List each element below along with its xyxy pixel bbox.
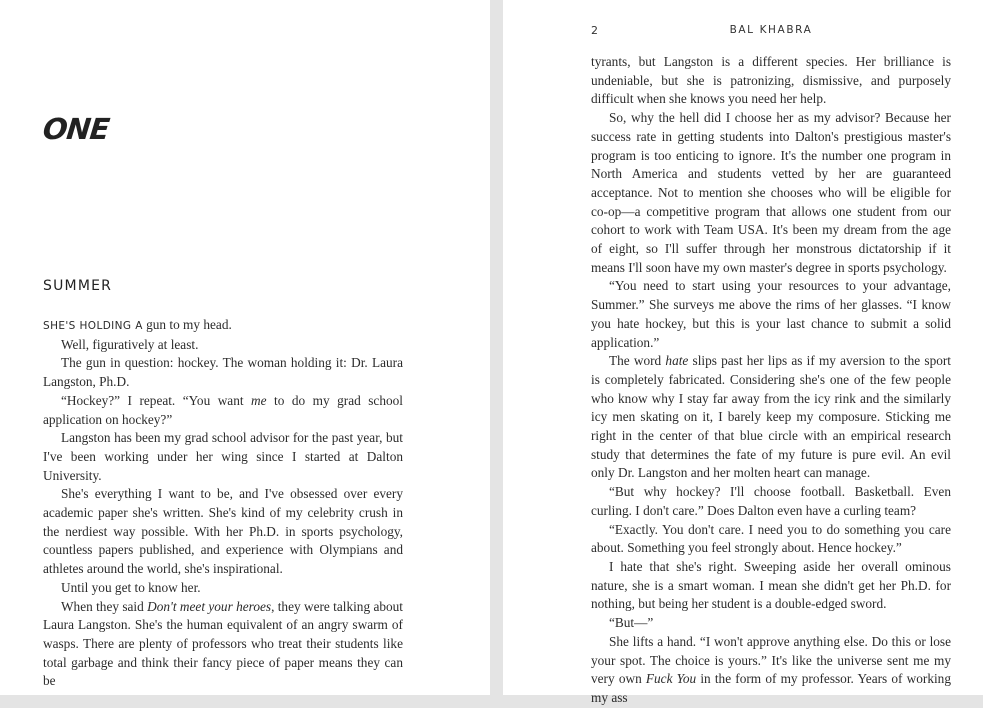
paragraph: So, why the hell did I choose her as my advisor? Because her success rate in getting students into Dalton's prestigious master's program is too enticing to ignore. It's the number one program in North America and students vetted by her are guaranteed acceptance. Not to mention she chooses who will be eligible for co-op—a competitive program that allows one student from our cohort to work with Team USA. It's been my dream from the age of eight, so I'll suffer through her monstrous dictatorship if it means I'll soon have my own master's degree in sports psychology. — [591, 110, 951, 275]
paragraph: Until you get to know her. — [61, 579, 201, 595]
paragraph — [43, 598, 403, 692]
paragraph-text: When they said — [61, 598, 148, 614]
paragraph — [591, 633, 951, 708]
emphasis: me — [251, 392, 267, 408]
page-number: 2 — [591, 24, 598, 37]
paragraph: “Exactly. You don't care. I need you to do something you care about. Something you feel strongly about. Hence hockey.” — [591, 521, 951, 556]
paragraph-text: gun to my head. — [142, 317, 232, 332]
paragraph: She's everything I want to be, and I've obsessed over every academic paper she's written. She's kind of my celebrity crush in the nerdiest way possible. With her Ph.D. in sports psychology, countless papers published, and experience with Olympians and athletes around the world, she's inspirational. — [43, 486, 403, 577]
paragraph-text: to do my grad school application on hockey?” — [43, 392, 403, 427]
paragraph-text: The word — [609, 353, 666, 369]
paragraph: “But why hockey? I'll choose football. Basketball. Even curling. I don't care.” Does Dalton even have a curling team? — [591, 484, 951, 518]
paragraph-text: , they were talking about Laura Langston. She's the human equivalent of an angry swarm of wasps. There are plenty of professors who treat their students like total garbage and think their fancy piece of paper means they can be — [43, 598, 403, 689]
emphasis: Don't meet your heroes — [147, 598, 272, 614]
paragraph: “But—” — [609, 615, 654, 631]
paragraph-text: in the form of my professor. Years of working my ass — [591, 671, 951, 705]
opening-small-caps: SHE'S HOLDING A — [43, 320, 143, 332]
paragraph: I hate that she's right. Sweeping aside her overall ominous nature, she is a smart woman. I mean she didn't get her Ph.D. for nothing, but being her student is a double-edged sword. — [591, 558, 951, 612]
paragraph-text: “Hockey?” I repeat. “You want — [61, 392, 252, 408]
running-head — [591, 24, 951, 40]
right-page-body — [591, 53, 951, 708]
paragraph-text: She lifts a hand. “I won't approve anything else. Do this or lose your spot. The choice is yours.” It's like the universe sent me my very own — [591, 633, 951, 687]
paragraph: The gun in question: hockey. The woman holding it: Dr. Laura Langston, Ph.D. — [43, 355, 403, 390]
author-name: BAL KHABRA — [729, 24, 813, 36]
paragraph: Well, figuratively at least. — [61, 336, 199, 352]
paragraph — [43, 316, 403, 336]
paragraph: tyrants, but Langston is a different species. Her brilliance is undeniable, but she is patronizing, dismissive, and purposely difficult when she knows you need her help. — [591, 54, 951, 107]
paragraph-text: slips past her lips as if my aversion to the sport is completely fabricated. Considering she's one of the few people who know why I stay far away from the icy rink and the similarly icy men skating on it, I barely keep my composure. Sticking me right in the center of that blue circle with an empirical research study that determines the fate of my future is pure evil. An evil only Dr. Langston and her molten heart can manage. — [591, 353, 951, 481]
left-page — [0, 0, 490, 695]
paragraph: “You need to start using your resources to your advantage, Summer.” She surveys me above the rims of her glasses. “I know you hate hockey, but this is your last chance to submit a solid application.” — [591, 278, 951, 350]
emphasis: Fuck You — [645, 671, 697, 687]
chapter-title: ONE — [41, 112, 111, 146]
paragraph — [43, 392, 403, 429]
emphasis: hate — [665, 353, 689, 369]
section-heading: SUMMER — [43, 278, 113, 294]
right-page — [503, 0, 983, 705]
left-page-body — [43, 316, 403, 691]
paragraph: Langston has been my grad school advisor for the past year, but I've been working under her wing since I started at Dalton University. — [43, 430, 403, 483]
paragraph — [591, 352, 951, 483]
